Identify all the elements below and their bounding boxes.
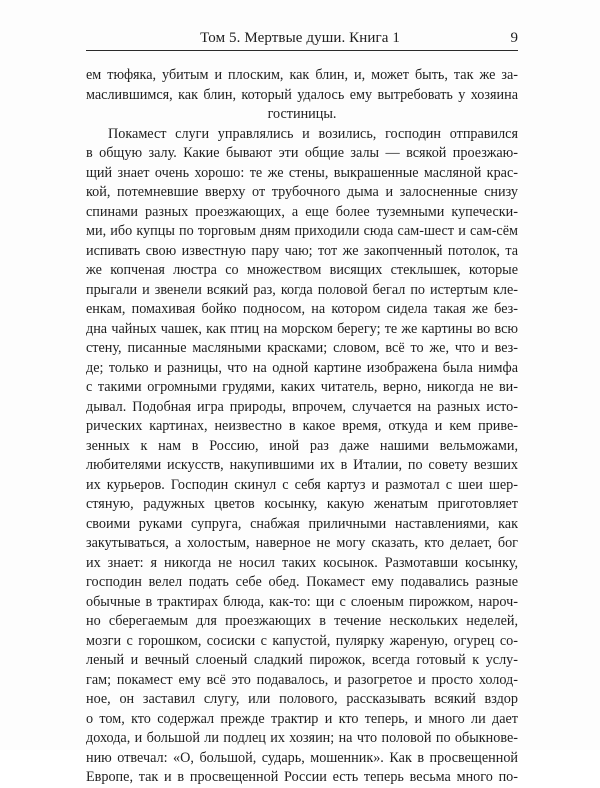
text-line: маслившимся, как блин, который удалось ему вытребовать у хозяина bbox=[86, 86, 518, 103]
text-line: испивать свою известную пару чаю; тот же закопченный потолок, та bbox=[86, 242, 518, 259]
text-line: господин велел подать себе обед. Покамест ему подавались разные bbox=[86, 574, 518, 590]
text-line: в общую залу. Какие бывают эти общие залы — всякой проезжаю- bbox=[86, 145, 518, 161]
text-line: спинами разных проезжающих, а еще более туземными купечески- bbox=[86, 203, 518, 220]
text-line: с такими огромными грудями, каких читатель, верно, никогда не ви- bbox=[86, 379, 518, 395]
header-rule bbox=[86, 50, 518, 51]
text-line: щий знает очень хорошо: те же стены, выкрашенные масляной крас- bbox=[86, 164, 518, 181]
text-line: своими руками супруга, снабжая приличными наставлениями, как bbox=[86, 515, 518, 532]
page-header bbox=[86, 30, 518, 50]
text-line: прыгали и звенели всякий раз, когда половой бегал по истертым кле- bbox=[86, 281, 518, 298]
text-line: любителями искусств, накупившими их в Италии, по совету везших bbox=[86, 457, 518, 473]
text-line: но сберегаемым для проезжающих в течение нескольких неделей, bbox=[86, 613, 518, 629]
text-line: Европе, так и в просвещенной России есть теперь весьма много по- bbox=[86, 769, 518, 785]
text-line: обычные в трактирах блюда, как-то: щи с слоеным пирожком, нароч- bbox=[86, 593, 518, 610]
text-line: гостиницы. bbox=[267, 106, 337, 122]
text-line: стену, писанные масляными красками; словом, всё то же, что и вез- bbox=[86, 340, 518, 356]
text-line: гам; покамест ему всё это подавалось, и разогретое и просто холод- bbox=[86, 671, 518, 688]
text-line: ми, ибо купцы по торговым дням приходили сюда сам-шест и сам-сём bbox=[86, 223, 518, 239]
text-line: зенных к нам в Россию, иной раз даже нашими вельможами, bbox=[86, 437, 518, 454]
text-line: кой, потемневшие вверху от трубочного дыма и залосненные снизу bbox=[86, 184, 518, 200]
text-line: нию отвечал: «О, большой, сударь, мошенник». Как в просвещенной bbox=[86, 749, 518, 766]
text-line: рических картинах, неизвестно в какое время, откуда и кем приве- bbox=[86, 418, 518, 434]
text-line: дохода, и большой ли подлец их хозяин; на что половой по обыкнове- bbox=[86, 730, 518, 746]
text-line: закутываться, а холостым, наверное не могу сказать, кто делает, бог bbox=[86, 535, 518, 551]
text-line: ное, он заставил слугу, или полового, рассказывать всякий вздор bbox=[86, 691, 518, 707]
text-line: енкам, помахивая бойко подносом, на котором сидела такая же без- bbox=[86, 301, 518, 317]
text-line: де; только и разницы, что на одной картине изображена была нимфа bbox=[86, 359, 518, 376]
text-line: же копченая люстра со множеством висящих стеклышек, которые bbox=[86, 262, 518, 278]
running-title: Том 5. Мертвые души. Книга 1 bbox=[200, 30, 400, 46]
text-line: дна чайных чашек, как птиц на морском берегу; те же картины во всю bbox=[86, 320, 518, 337]
text-line: дывал. Подобная игра природы, впрочем, случается на разных исто- bbox=[86, 398, 518, 415]
body-text bbox=[86, 66, 518, 788]
text-line: их курьеров. Господин скинул с себя картуз и размотал с шеи шер- bbox=[86, 476, 518, 493]
text-line: мозги с горошком, сосиски с капустой, пулярку жареную, огурец со- bbox=[86, 632, 518, 649]
text-line: леный и вечный слоеный сладкий пирожок, всегда готовый к услу- bbox=[86, 652, 518, 668]
page-number: 9 bbox=[510, 30, 518, 46]
text-line: Покамест слуги управлялись и возились, господин отправился bbox=[108, 125, 518, 142]
text-line: их знает: я никогда не носил таких косынок. Размотавши косынку, bbox=[86, 554, 518, 571]
text-line: стяную, радужных цветов косынку, какую женатым приготовляет bbox=[86, 496, 518, 512]
text-line: ем тюфяка, убитым и плоским, как блин, и, может быть, так же за- bbox=[86, 67, 518, 83]
text-line: о том, кто содержал прежде трактир и кто теперь, и много ли дает bbox=[86, 710, 518, 727]
